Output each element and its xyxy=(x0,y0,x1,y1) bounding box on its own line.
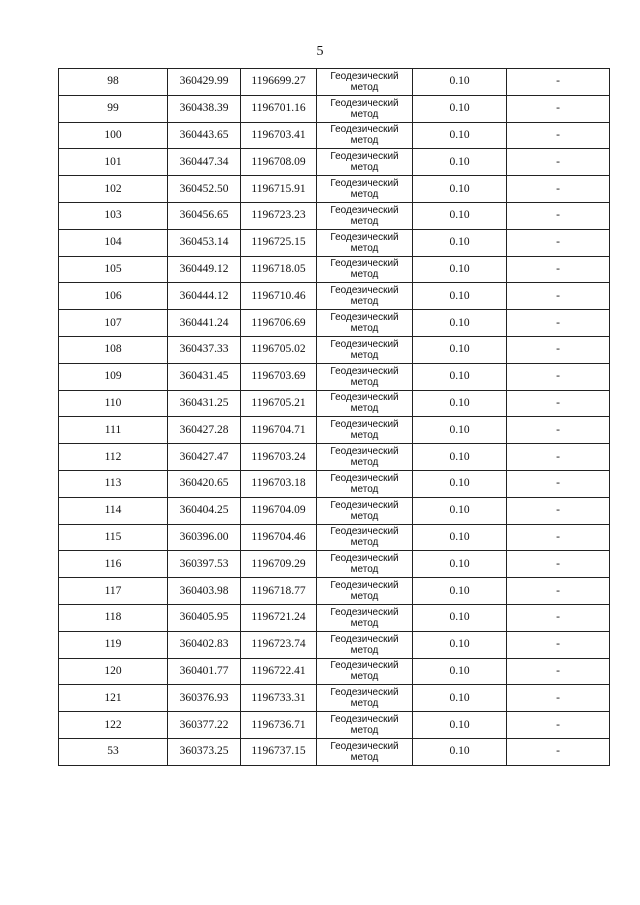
point-number-cell: 107 xyxy=(59,310,168,337)
accuracy-cell: 0.10 xyxy=(413,470,507,497)
y-coordinate-cell: 1196704.46 xyxy=(241,524,317,551)
note-cell: - xyxy=(507,578,610,605)
table-row xyxy=(59,229,610,256)
table-row xyxy=(59,604,610,631)
point-number-cell: 106 xyxy=(59,283,168,310)
method-cell: Геодезический метод xyxy=(317,176,413,203)
note-cell: - xyxy=(507,470,610,497)
y-coordinate-cell: 1196703.18 xyxy=(241,470,317,497)
note-cell: - xyxy=(507,604,610,631)
method-cell: Геодезический метод xyxy=(317,363,413,390)
method-cell: Геодезический метод xyxy=(317,229,413,256)
accuracy-cell: 0.10 xyxy=(413,444,507,471)
point-number-cell: 117 xyxy=(59,578,168,605)
point-number-cell: 101 xyxy=(59,149,168,176)
table-row xyxy=(59,390,610,417)
method-cell: Геодезический метод xyxy=(317,497,413,524)
accuracy-cell: 0.10 xyxy=(413,336,507,363)
accuracy-cell: 0.10 xyxy=(413,363,507,390)
method-cell: Геодезический метод xyxy=(317,631,413,658)
table-row xyxy=(59,283,610,310)
method-cell: Геодезический метод xyxy=(317,524,413,551)
x-coordinate-cell: 360431.45 xyxy=(168,363,241,390)
y-coordinate-cell: 1196733.31 xyxy=(241,685,317,712)
point-number-cell: 110 xyxy=(59,390,168,417)
x-coordinate-cell: 360447.34 xyxy=(168,149,241,176)
table-row xyxy=(59,578,610,605)
x-coordinate-cell: 360403.98 xyxy=(168,578,241,605)
note-cell: - xyxy=(507,738,610,765)
method-cell: Геодезический метод xyxy=(317,336,413,363)
table-row xyxy=(59,256,610,283)
y-coordinate-cell: 1196703.24 xyxy=(241,444,317,471)
table-row xyxy=(59,631,610,658)
accuracy-cell: 0.10 xyxy=(413,524,507,551)
x-coordinate-cell: 360396.00 xyxy=(168,524,241,551)
method-cell: Геодезический метод xyxy=(317,310,413,337)
table-row xyxy=(59,444,610,471)
y-coordinate-cell: 1196718.77 xyxy=(241,578,317,605)
note-cell: - xyxy=(507,310,610,337)
x-coordinate-cell: 360402.83 xyxy=(168,631,241,658)
coordinates-table-body xyxy=(59,69,610,766)
note-cell: - xyxy=(507,417,610,444)
point-number-cell: 114 xyxy=(59,497,168,524)
x-coordinate-cell: 360401.77 xyxy=(168,658,241,685)
note-cell: - xyxy=(507,390,610,417)
method-cell: Геодезический метод xyxy=(317,712,413,739)
accuracy-cell: 0.10 xyxy=(413,417,507,444)
point-number-cell: 99 xyxy=(59,95,168,122)
x-coordinate-cell: 360377.22 xyxy=(168,712,241,739)
point-number-cell: 118 xyxy=(59,604,168,631)
y-coordinate-cell: 1196715.91 xyxy=(241,176,317,203)
point-number-cell: 102 xyxy=(59,176,168,203)
table-row xyxy=(59,524,610,551)
point-number-cell: 112 xyxy=(59,444,168,471)
point-number-cell: 53 xyxy=(59,738,168,765)
method-cell: Геодезический метод xyxy=(317,658,413,685)
table-row xyxy=(59,336,610,363)
method-cell: Геодезический метод xyxy=(317,149,413,176)
method-cell: Геодезический метод xyxy=(317,390,413,417)
method-cell: Геодезический метод xyxy=(317,95,413,122)
y-coordinate-cell: 1196723.74 xyxy=(241,631,317,658)
point-number-cell: 122 xyxy=(59,712,168,739)
method-cell: Геодезический метод xyxy=(317,283,413,310)
y-coordinate-cell: 1196703.41 xyxy=(241,122,317,149)
table-row xyxy=(59,363,610,390)
table-row xyxy=(59,202,610,229)
accuracy-cell: 0.10 xyxy=(413,658,507,685)
point-number-cell: 111 xyxy=(59,417,168,444)
note-cell: - xyxy=(507,363,610,390)
table-row xyxy=(59,658,610,685)
x-coordinate-cell: 360441.24 xyxy=(168,310,241,337)
accuracy-cell: 0.10 xyxy=(413,712,507,739)
y-coordinate-cell: 1196708.09 xyxy=(241,149,317,176)
point-number-cell: 98 xyxy=(59,69,168,96)
y-coordinate-cell: 1196736.71 xyxy=(241,712,317,739)
note-cell: - xyxy=(507,176,610,203)
accuracy-cell: 0.10 xyxy=(413,310,507,337)
table-row xyxy=(59,95,610,122)
accuracy-cell: 0.10 xyxy=(413,631,507,658)
y-coordinate-cell: 1196704.09 xyxy=(241,497,317,524)
x-coordinate-cell: 360404.25 xyxy=(168,497,241,524)
coordinates-table xyxy=(58,68,610,766)
accuracy-cell: 0.10 xyxy=(413,176,507,203)
note-cell: - xyxy=(507,95,610,122)
method-cell: Геодезический метод xyxy=(317,578,413,605)
note-cell: - xyxy=(507,256,610,283)
table-row xyxy=(59,176,610,203)
method-cell: Геодезический метод xyxy=(317,417,413,444)
y-coordinate-cell: 1196710.46 xyxy=(241,283,317,310)
x-coordinate-cell: 360444.12 xyxy=(168,283,241,310)
method-cell: Геодезический метод xyxy=(317,202,413,229)
note-cell: - xyxy=(507,444,610,471)
x-coordinate-cell: 360456.65 xyxy=(168,202,241,229)
method-cell: Геодезический метод xyxy=(317,685,413,712)
table-row xyxy=(59,310,610,337)
method-cell: Геодезический метод xyxy=(317,470,413,497)
x-coordinate-cell: 360452.50 xyxy=(168,176,241,203)
table-row xyxy=(59,149,610,176)
y-coordinate-cell: 1196723.23 xyxy=(241,202,317,229)
table-row xyxy=(59,497,610,524)
accuracy-cell: 0.10 xyxy=(413,149,507,176)
x-coordinate-cell: 360443.65 xyxy=(168,122,241,149)
note-cell: - xyxy=(507,685,610,712)
method-cell: Геодезический метод xyxy=(317,444,413,471)
point-number-cell: 105 xyxy=(59,256,168,283)
y-coordinate-cell: 1196705.02 xyxy=(241,336,317,363)
y-coordinate-cell: 1196706.69 xyxy=(241,310,317,337)
x-coordinate-cell: 360420.65 xyxy=(168,470,241,497)
x-coordinate-cell: 360438.39 xyxy=(168,95,241,122)
x-coordinate-cell: 360431.25 xyxy=(168,390,241,417)
y-coordinate-cell: 1196704.71 xyxy=(241,417,317,444)
accuracy-cell: 0.10 xyxy=(413,738,507,765)
x-coordinate-cell: 360449.12 xyxy=(168,256,241,283)
y-coordinate-cell: 1196709.29 xyxy=(241,551,317,578)
x-coordinate-cell: 360397.53 xyxy=(168,551,241,578)
point-number-cell: 103 xyxy=(59,202,168,229)
table-row xyxy=(59,551,610,578)
point-number-cell: 115 xyxy=(59,524,168,551)
note-cell: - xyxy=(507,283,610,310)
y-coordinate-cell: 1196725.15 xyxy=(241,229,317,256)
accuracy-cell: 0.10 xyxy=(413,497,507,524)
note-cell: - xyxy=(507,149,610,176)
x-coordinate-cell: 360453.14 xyxy=(168,229,241,256)
x-coordinate-cell: 360427.28 xyxy=(168,417,241,444)
x-coordinate-cell: 360429.99 xyxy=(168,69,241,96)
y-coordinate-cell: 1196737.15 xyxy=(241,738,317,765)
note-cell: - xyxy=(507,69,610,96)
point-number-cell: 108 xyxy=(59,336,168,363)
point-number-cell: 121 xyxy=(59,685,168,712)
accuracy-cell: 0.10 xyxy=(413,95,507,122)
accuracy-cell: 0.10 xyxy=(413,229,507,256)
point-number-cell: 100 xyxy=(59,122,168,149)
point-number-cell: 120 xyxy=(59,658,168,685)
table-row xyxy=(59,122,610,149)
point-number-cell: 109 xyxy=(59,363,168,390)
table-row xyxy=(59,417,610,444)
accuracy-cell: 0.10 xyxy=(413,578,507,605)
table-row xyxy=(59,685,610,712)
x-coordinate-cell: 360427.47 xyxy=(168,444,241,471)
accuracy-cell: 0.10 xyxy=(413,551,507,578)
y-coordinate-cell: 1196699.27 xyxy=(241,69,317,96)
method-cell: Геодезический метод xyxy=(317,256,413,283)
note-cell: - xyxy=(507,712,610,739)
method-cell: Геодезический метод xyxy=(317,604,413,631)
note-cell: - xyxy=(507,524,610,551)
table-row xyxy=(59,738,610,765)
point-number-cell: 119 xyxy=(59,631,168,658)
accuracy-cell: 0.10 xyxy=(413,256,507,283)
method-cell: Геодезический метод xyxy=(317,551,413,578)
note-cell: - xyxy=(507,336,610,363)
note-cell: - xyxy=(507,122,610,149)
point-number-cell: 113 xyxy=(59,470,168,497)
note-cell: - xyxy=(507,631,610,658)
x-coordinate-cell: 360373.25 xyxy=(168,738,241,765)
accuracy-cell: 0.10 xyxy=(413,69,507,96)
x-coordinate-cell: 360376.93 xyxy=(168,685,241,712)
method-cell: Геодезический метод xyxy=(317,122,413,149)
method-cell: Геодезический метод xyxy=(317,69,413,96)
accuracy-cell: 0.10 xyxy=(413,122,507,149)
accuracy-cell: 0.10 xyxy=(413,685,507,712)
point-number-cell: 104 xyxy=(59,229,168,256)
accuracy-cell: 0.10 xyxy=(413,202,507,229)
note-cell: - xyxy=(507,497,610,524)
accuracy-cell: 0.10 xyxy=(413,283,507,310)
page-number: 5 xyxy=(316,44,324,59)
method-cell: Геодезический метод xyxy=(317,738,413,765)
y-coordinate-cell: 1196705.21 xyxy=(241,390,317,417)
accuracy-cell: 0.10 xyxy=(413,390,507,417)
x-coordinate-cell: 360437.33 xyxy=(168,336,241,363)
y-coordinate-cell: 1196721.24 xyxy=(241,604,317,631)
x-coordinate-cell: 360405.95 xyxy=(168,604,241,631)
accuracy-cell: 0.10 xyxy=(413,604,507,631)
note-cell: - xyxy=(507,229,610,256)
y-coordinate-cell: 1196718.05 xyxy=(241,256,317,283)
y-coordinate-cell: 1196703.69 xyxy=(241,363,317,390)
y-coordinate-cell: 1196701.16 xyxy=(241,95,317,122)
table-row xyxy=(59,69,610,96)
point-number-cell: 116 xyxy=(59,551,168,578)
note-cell: - xyxy=(507,658,610,685)
note-cell: - xyxy=(507,551,610,578)
table-row xyxy=(59,712,610,739)
table-row xyxy=(59,470,610,497)
y-coordinate-cell: 1196722.41 xyxy=(241,658,317,685)
note-cell: - xyxy=(507,202,610,229)
